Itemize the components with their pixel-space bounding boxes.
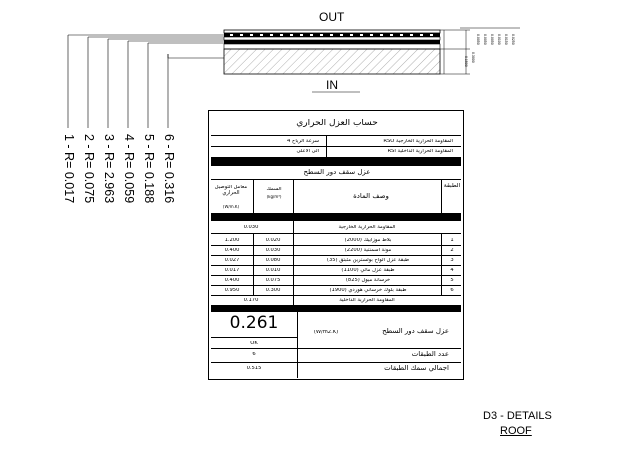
thermal-calc-table [208,110,464,380]
table-row-material: بلاط موزاييك (2000) [344,238,392,243]
out-label: OUT [319,10,345,24]
table-row-material: طبقة عزل مائي (1100) [341,268,395,273]
table-row-material: طبقة بلوك خرساني هوردي (1900) [329,288,407,293]
outer-resistance-value: 0.030 [243,225,259,230]
layer-legend-item: 6 - R= 0.316 [162,134,176,204]
col-header-material: وصف المادة [353,193,389,200]
table-row-no: 5 [450,278,454,283]
table-row-thickness: 0.020 [265,238,281,243]
table-row-no: 1 [450,238,454,243]
table-row-no: 3 [450,258,454,263]
table-row-thickness: 0.010 [265,268,281,273]
layers-count-value: 6 [252,352,256,357]
rso-value: سرعة الرياح 4 [287,139,319,144]
details-subtitle: ROOF [500,425,532,437]
dim-tag: 0.0050 [490,34,494,45]
rso-label: المقاومة الحرارية الخارجية RSO [383,139,453,144]
u-value-unit: (W/m2.K) [313,330,339,335]
table-row-no: 2 [450,248,454,253]
layer-legend-item: 4 - R= 0.059 [122,134,136,204]
table-row-thickness: 0.300 [265,288,281,293]
u-value-label: عزل سقف دور السطح [382,328,449,335]
col-header-k-unit: (W/m.K) [222,205,240,209]
dim-tag: 0.0100 [497,34,501,45]
table-row-material: طبقة عزل الواح بولسترين مثبتق (35) [326,258,410,263]
details-title: D3 - DETAILS [483,410,552,422]
in-label: IN [326,78,338,92]
dim-tag: 0.0050 [476,34,480,45]
inner-resistance-value: 0.170 [243,298,259,303]
table-row-no: 6 [450,288,454,293]
total-thickness-label: اجمالي سمك الطبقات [384,365,449,372]
layers-count-label: عدد الطبقات [411,351,449,358]
table-row-k: 0.400 [224,248,240,253]
layer-legend-item: 5 - R= 0.188 [142,134,156,204]
col-header-k: معامل التوصيل الحراري [214,185,248,196]
table-row-material: خرسانة ميول (825) [345,278,391,283]
outer-resistance-label: المقاومة الحرارية الخارجية [338,225,396,230]
table-row-k: 0.027 [224,258,240,263]
table-row-k: 0.017 [224,268,240,273]
table-title: حساب العزل الحراري [296,119,378,128]
rsi-value: الى الاعلى [296,149,319,154]
dim-tag: 0.0150 [504,34,508,45]
inner-resistance-label: المقاومة الحرارية الداخلية [339,298,395,303]
table-row-thickness: 0.075 [265,278,281,283]
section-title: عزل سقف دور السطح [303,169,371,176]
layer-legend-item: 1 - R= 0.017 [62,134,76,204]
layer-legend-item: 3 - R= 2.963 [102,134,116,204]
u-value-result: 0.261 [229,313,279,333]
dim-tag: 0.0050 [483,34,487,45]
table-row-k: 0.950 [224,288,240,293]
layer-legend-item: 2 - R= 0.075 [82,134,96,204]
table-row-thickness: 0.080 [265,258,281,263]
table-row-k: 0.400 [224,278,240,283]
col-header-layer: الطبقة [443,183,461,189]
table-row-thickness: 0.030 [265,248,281,253]
total-thickness-value: 0.515 [246,366,262,371]
col-header-thickness-unit: (kg/m³) [266,195,282,199]
rsi-label: المقاومة الحرارية الداخلية RSI [387,149,453,154]
table-row-k: 1.200 [224,238,240,243]
table-row-no: 4 [450,268,454,273]
dim-tag: 0.0250 [511,34,515,45]
col-header-thickness: السمك [266,187,282,192]
side-dim: 0.3000 [471,52,475,63]
table-row-material: مونة اسمنتية (2200) [344,248,392,253]
u-value-status: OK [250,341,258,346]
side-dim: 0.1500 [464,56,468,67]
